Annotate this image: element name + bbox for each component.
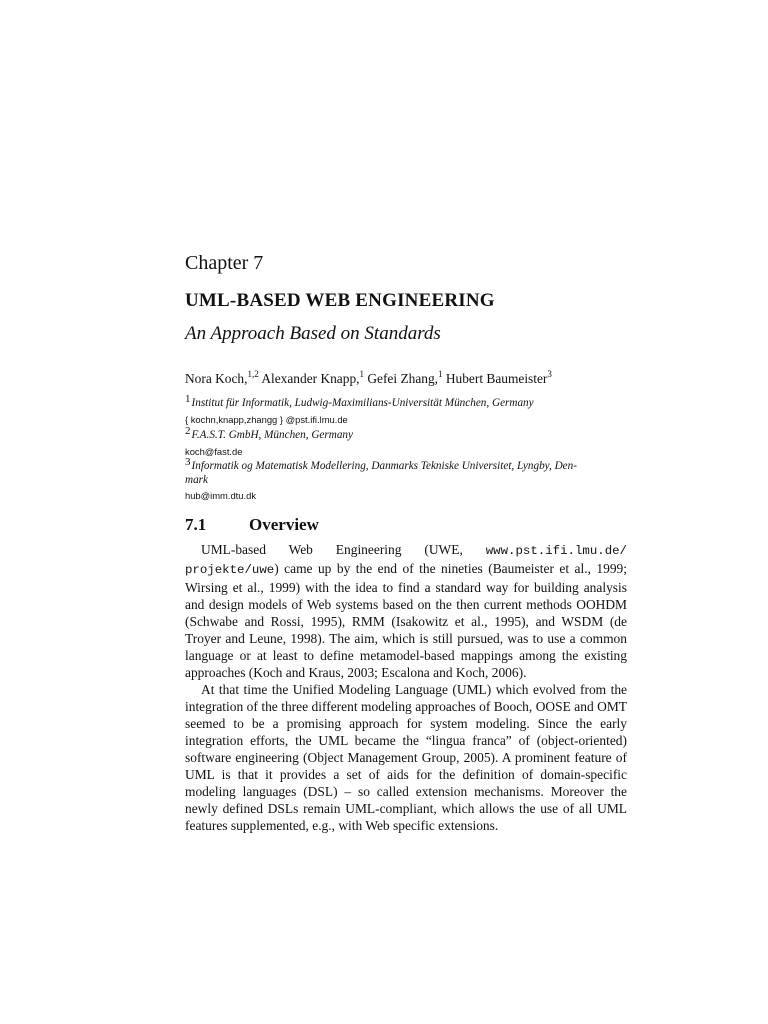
affiliation-text: F.A.S.T. GmbH, München, Germany: [191, 429, 353, 441]
body-text: [185, 541, 627, 834]
affiliation-email: hub@imm.dtu.dk: [185, 490, 257, 501]
section-title: Overview: [249, 515, 319, 534]
paragraph-1: [185, 541, 627, 681]
author-list: [185, 370, 552, 388]
paragraph-2: At that time the Unified Modeling Language (UML) which evolved from the integration of the three different modeling approaches of Booch, OOSE and OMT seemed to be a promising approach for system modeling. Since the early integration efforts, the UML became the “lingua franca” of (object-oriented) software engineering (Object Management Group, 2005). A prominent feature of UML is that it provides a set of aids for the definition of domain-specific modeling languages (DSL) – so called extension mechanisms. Moreover the newly defined DSLs remain UML-compliant, which allows the use of all UML features supplemented, e.g., with Web specific extensions.: [185, 682, 627, 833]
section-number: 7.1: [185, 515, 207, 534]
affiliation-2: [185, 425, 627, 442]
affiliation-mark: 2: [185, 425, 191, 437]
author-name: Hubert Baumeister: [445, 371, 548, 386]
author-affiliation-mark: 1: [359, 369, 364, 379]
affiliation-email: { kochn,knapp,zhangg } @pst.ifi.lmu.de: [185, 414, 348, 425]
chapter-subtitle: An Approach Based on Standards: [185, 323, 441, 344]
author-name: Alexander Knapp,: [261, 371, 360, 386]
author-affiliation-mark: 1,2: [247, 369, 259, 379]
affiliation-text: Institut für Informatik, Ludwig-Maximilians-Universität München, Germany: [191, 397, 534, 409]
project-url-link[interactable]: www.pst.ifi.lmu.de/ projekte/uwe: [185, 544, 627, 577]
paragraph-text: UML-based Web Engineering (UWE,: [201, 542, 486, 557]
chapter-title: UML-BASED WEB ENGINEERING: [185, 290, 495, 311]
affiliation-3: [185, 456, 627, 487]
paragraph-text: ) came up by the end of the nineties (Baumeister et al., 1999; Wirsing et al., 1999) with the idea to find a standard way for building analysis and design models of Web systems based on the then current methods OOHDM (Schwabe and Rossi, 1995), RMM (Isakowitz et al., 1995), and WSDM (de Troyer and Leune, 1998). The aim, which is still pursued, was to use a common language or at least to define metamodel-based mappings among the existing approaches (Koch and Kraus, 2003; Escalona and Koch, 2006).: [185, 561, 627, 680]
affiliation-mark: 3: [185, 456, 191, 468]
section-heading: [185, 514, 319, 536]
author-name: Nora Koch,: [185, 371, 248, 386]
affiliation-email: koch@fast.de: [185, 446, 243, 457]
author-name: Gefei Zhang,: [367, 371, 439, 386]
affiliation-text-continued: mark: [185, 474, 208, 486]
chapter-label: Chapter 7: [185, 252, 264, 274]
author-affiliation-mark: 1: [438, 369, 443, 379]
author-affiliation-mark: 3: [547, 369, 552, 379]
affiliation-1: [185, 393, 627, 410]
affiliation-text: Informatik og Matematisk Modellering, Danmarks Tekniske Universitet, Lyngby, Den-: [191, 460, 577, 472]
affiliation-mark: 1: [185, 393, 191, 405]
